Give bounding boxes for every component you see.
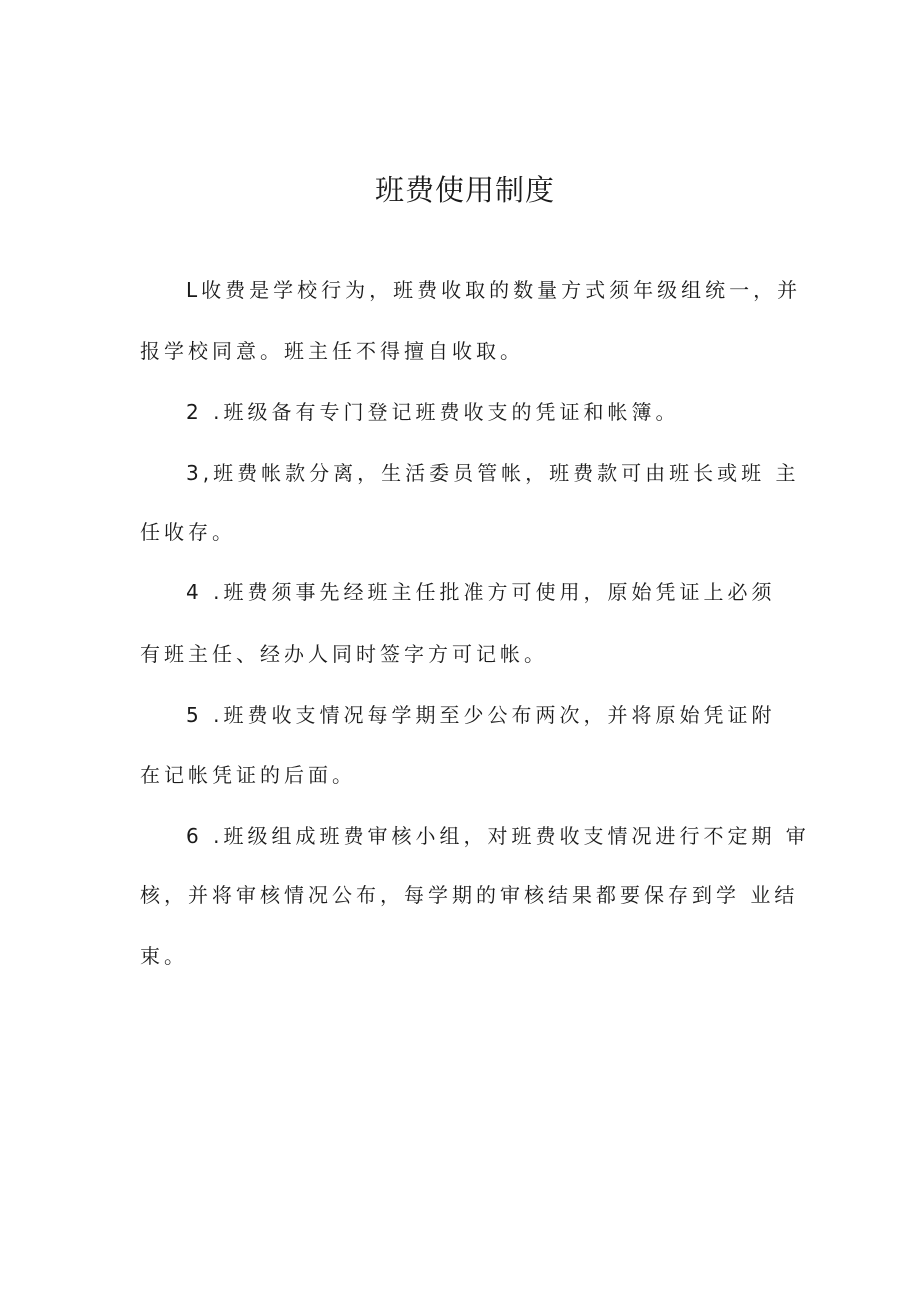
- rule-4-line-1: 4 .班费须事先经班主任批准方可使用，原始凭证上必须: [186, 580, 776, 604]
- rule-1-line-2: 报学校同意。班主任不得擅自收取。: [140, 339, 524, 363]
- rule-3-line-1: 3,班费帐款分离，生活委员管帐，班费款可由班长或班 主: [186, 461, 800, 485]
- rule-6-line-1: 6 .班级组成班费审核小组，对班费收支情况进行不定期 审: [186, 824, 810, 848]
- rule-3-line-2: 任收存。: [140, 520, 236, 544]
- rule-5-line-1: 5 .班费收支情况每学期至少公布两次，并将原始凭证附: [186, 703, 776, 727]
- rule-2-line-1: 2 .班级备有专门登记班费收支的凭证和帐簿。: [186, 400, 680, 424]
- rule-5-line-2: 在记帐凭证的后面。: [140, 763, 356, 787]
- rule-1-line-1: L收费是学校行为，班费收取的数量方式须年级组统一，并: [186, 278, 802, 302]
- rule-4-line-2: 有班主任、经办人同时签字方可记帐。: [140, 642, 548, 666]
- page-title: 班费使用制度: [374, 173, 555, 207]
- rule-6-line-2: 核，并将审核情况公布，每学期的审核结果都要保存到学 业结: [140, 883, 799, 907]
- rule-6-line-3: 束。: [140, 944, 188, 968]
